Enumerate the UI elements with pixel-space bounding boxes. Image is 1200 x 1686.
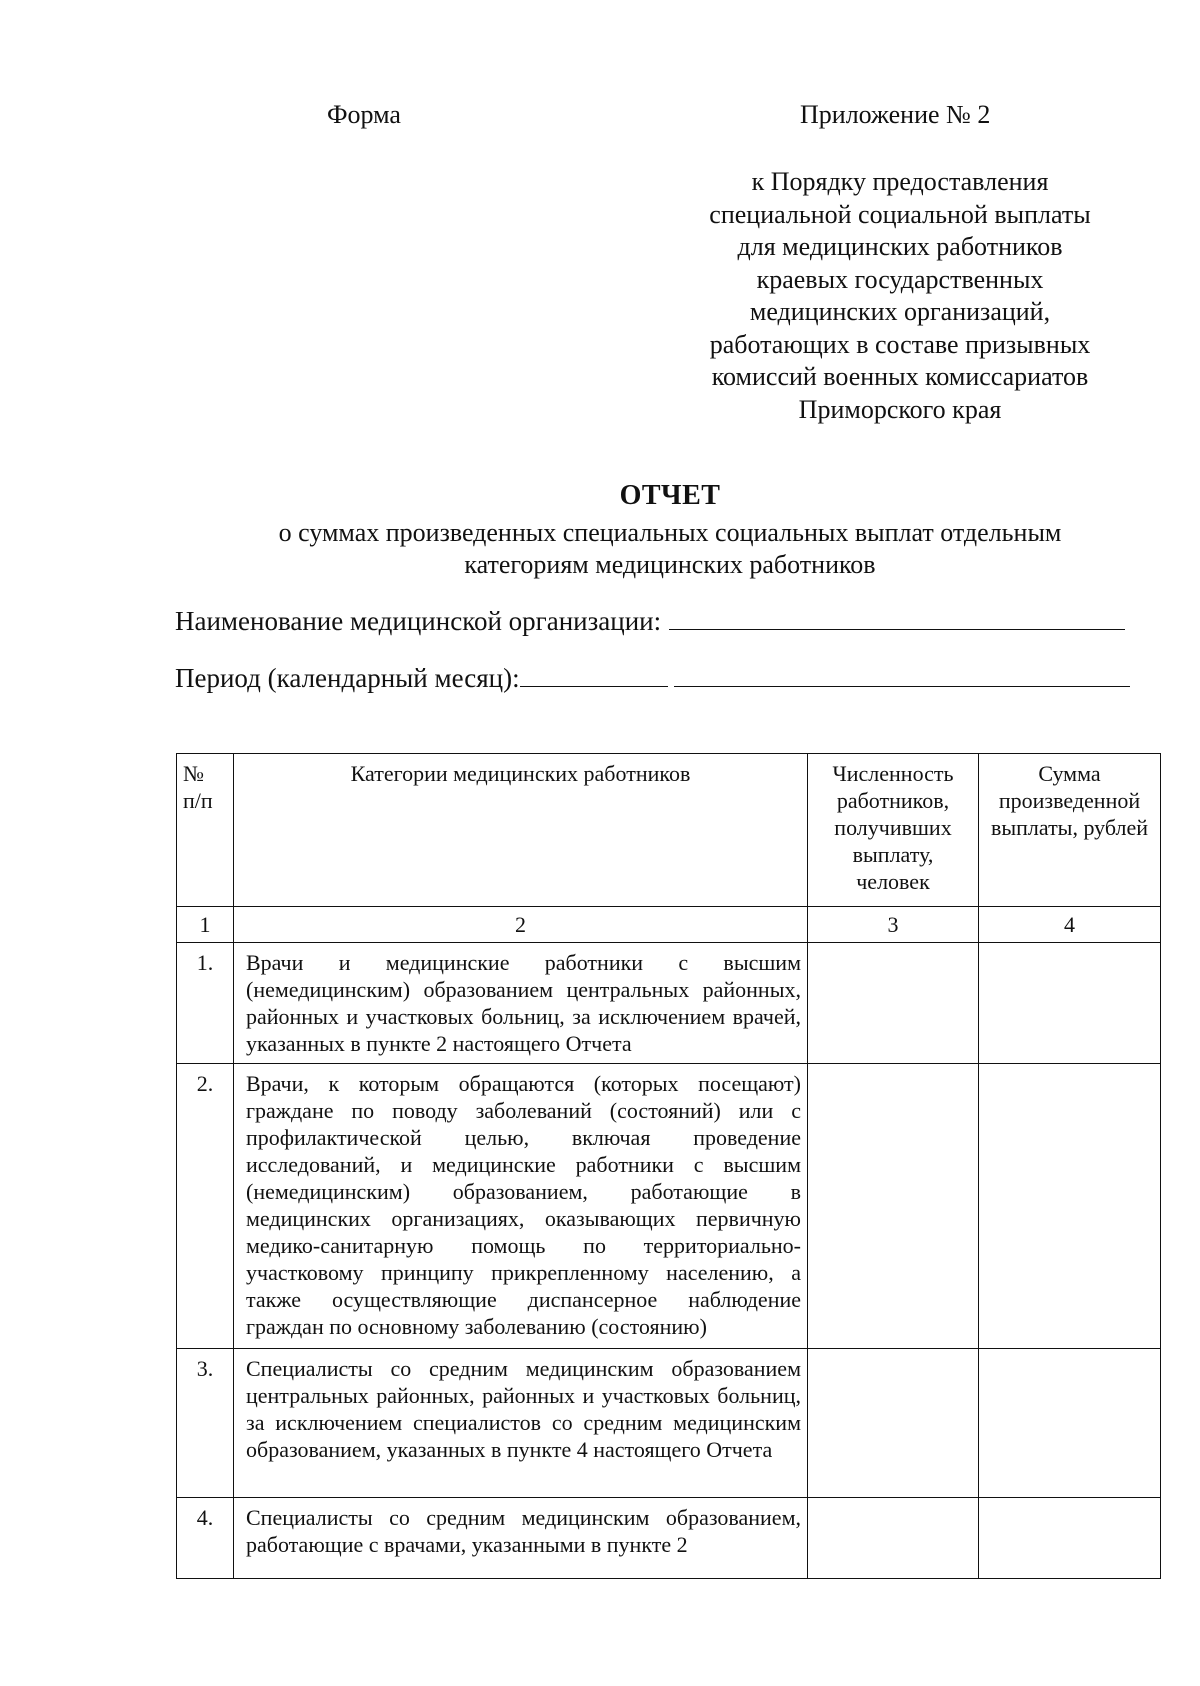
row-count-cell[interactable] [808,943,979,1064]
appendix-line: работающих в составе призывных [709,329,1091,359]
row-count-cell[interactable] [808,1349,979,1498]
column-index: 4 [979,907,1161,943]
header-sum: Сумма произведенной выплаты, рублей [979,754,1161,907]
table-row [177,1349,1161,1498]
appendix-line: к Порядку предоставления [751,167,1049,196]
appendix-reference [650,166,1150,426]
organization-label: Наименование медицинской организации: [175,606,662,636]
table-row [177,1064,1161,1349]
column-index: 1 [177,907,234,943]
row-count-cell[interactable] [808,1064,979,1349]
appendix-line: краевых государственных [756,264,1044,294]
column-index: 3 [808,907,979,943]
row-sum-cell[interactable] [979,1349,1161,1498]
row-number: 1. [177,943,234,1064]
subtitle-line: о суммах произведенных специальных социальных выплат отдельным [278,518,1062,547]
column-index: 2 [234,907,808,943]
appendix-line: специальной социальной выплаты [709,199,1091,229]
appendix-line: Приморского края [798,394,1002,424]
table-row [177,943,1161,1064]
row-count-cell[interactable] [808,1498,979,1579]
row-category: Специалисты со средним медицинским образованием центральных районных, районных и участковых больниц, за исключением специалистов со средним медицинским образованием, указанных в пункте 4 настоящего Отчета [234,1349,808,1498]
subtitle-line: категориям медицинских работников [464,550,876,579]
report-table [176,753,1161,1579]
report-subtitle [175,517,1165,581]
report-title: ОТЧЕТ [619,480,721,511]
appendix-line: комиссий военных комиссариатов [711,362,1089,391]
period-blank-line-short[interactable] [520,662,668,687]
period-field [175,662,1130,694]
appendix-line: медицинских организаций, [749,297,1051,326]
row-number: 3. [177,1349,234,1498]
period-label: Период (календарный месяц): [175,663,520,693]
header-category: Категории медицинских работников [234,754,808,907]
appendix-label: Приложение № 2 [800,100,991,129]
header-count: Численность работников, получивших выплату, человек [808,754,979,907]
row-sum-cell[interactable] [979,943,1161,1064]
column-index-row [177,907,1161,943]
row-category: Врачи и медицинские работники с высшим (немедицинским) образованием центральных районных, районных и участковых больниц, за исключением врачей, указанных в пункте 2 настоящего Отчета [234,943,808,1064]
table-header-row [177,754,1161,907]
form-label: Форма [327,100,401,129]
header-num: № п/п [177,754,234,907]
table-row [177,1498,1161,1579]
row-category: Врачи, к которым обращаются (которых посещают) граждане по поводу заболеваний (состояний) или с профилактической целью, включая проведение исследований, и медицинские работники с высшим (немедицинским) образованием, работающие в медицинских организациях, оказывающих первичную медико-санитарную помощь по территориально-участковому принципу прикрепленному населению, а также осуществляющие диспансерное наблюдение граждан по основному заболеванию (состоянию) [234,1064,808,1349]
row-category: Специалисты со средним медицинским образованием, работающие с врачами, указанными в пункте 2 [234,1498,808,1579]
organization-field [175,605,1125,637]
appendix-line: для медицинских работников [737,232,1063,261]
row-number: 2. [177,1064,234,1349]
period-blank-line-long[interactable] [674,662,1130,687]
row-sum-cell[interactable] [979,1498,1161,1579]
row-number: 4. [177,1498,234,1579]
row-sum-cell[interactable] [979,1064,1161,1349]
organization-blank-line[interactable] [669,605,1125,630]
